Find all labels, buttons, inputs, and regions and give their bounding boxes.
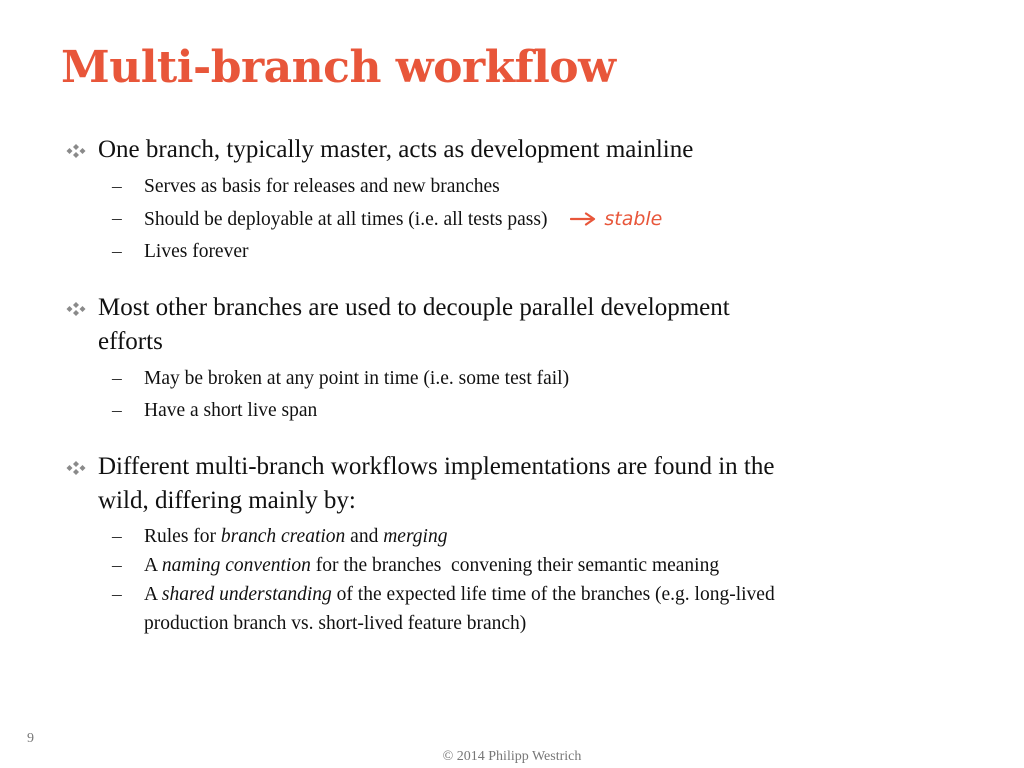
bullet-1 xyxy=(62,133,962,268)
bullet-1-text: One branch, typically master, acts as development mainline xyxy=(98,136,694,163)
slide-title: Multi-branch workflow xyxy=(61,42,616,93)
list-item-emphasis: merging xyxy=(383,526,448,547)
list-item xyxy=(62,236,962,268)
list-item-text: Have a short live span xyxy=(144,400,318,421)
list-item-text: Should be deployable at all times (i.e. all tests pass) xyxy=(144,209,548,230)
four-diamond-bullet-icon xyxy=(66,461,86,475)
annotation-text: stable xyxy=(604,208,663,230)
list-item xyxy=(62,551,962,580)
list-item-emphasis: shared understanding xyxy=(161,584,332,605)
bullet-3-line-2: wild, differing mainly by: xyxy=(98,487,356,514)
list-item xyxy=(62,395,962,427)
list-item xyxy=(62,522,962,551)
four-diamond-bullet-icon xyxy=(66,302,86,316)
list-item xyxy=(62,580,962,638)
bullet-2 xyxy=(62,291,962,427)
dash-bullet: – xyxy=(112,584,122,605)
list-item xyxy=(62,171,962,203)
dash-bullet: – xyxy=(112,400,122,421)
list-item-text: A xyxy=(144,584,162,605)
bullet-2-line-2: efforts xyxy=(98,328,163,355)
stable-annotation xyxy=(570,203,662,236)
copyright-footer: © 2014 Philipp Westrich xyxy=(442,749,582,764)
list-item-text: May be broken at any point in time (i.e. some test fail) xyxy=(144,368,570,389)
bullet-2-line-1: Most other branches are used to decouple parallel development xyxy=(98,294,730,321)
list-item-text: A xyxy=(144,555,162,576)
list-item-text: and xyxy=(345,526,384,547)
bullet-2-main xyxy=(62,291,962,359)
list-item-text: Lives forever xyxy=(144,241,249,262)
list-item-text: production branch vs. short-lived feature branch) xyxy=(144,613,527,634)
arrow-right-icon xyxy=(570,212,596,226)
bullet-1-main xyxy=(62,133,962,167)
list-item-emphasis: branch creation xyxy=(220,526,346,547)
bullet-3 xyxy=(62,450,962,638)
dash-bullet: – xyxy=(112,555,122,576)
list-item-emphasis: naming convention xyxy=(161,555,311,576)
dash-bullet: – xyxy=(112,241,122,262)
dash-bullet: – xyxy=(112,368,122,389)
bullet-3-line-1: Different multi-branch workflows implementations are found in the xyxy=(98,453,775,480)
list-item-text: Serves as basis for releases and new branches xyxy=(144,176,500,197)
list-item-text: Rules for xyxy=(144,526,221,547)
bullet-3-main xyxy=(62,450,962,518)
slide-number: 9 xyxy=(27,731,34,746)
four-diamond-bullet-icon xyxy=(66,144,86,158)
list-item xyxy=(62,203,962,236)
list-item xyxy=(62,363,962,395)
list-item-text: of the expected life time of the branches (e.g. long-lived xyxy=(331,584,775,605)
dash-bullet: – xyxy=(112,208,122,229)
dash-bullet: – xyxy=(112,526,122,547)
list-item-text: for the branches convening their semantic meaning xyxy=(310,555,720,576)
dash-bullet: – xyxy=(112,176,122,197)
